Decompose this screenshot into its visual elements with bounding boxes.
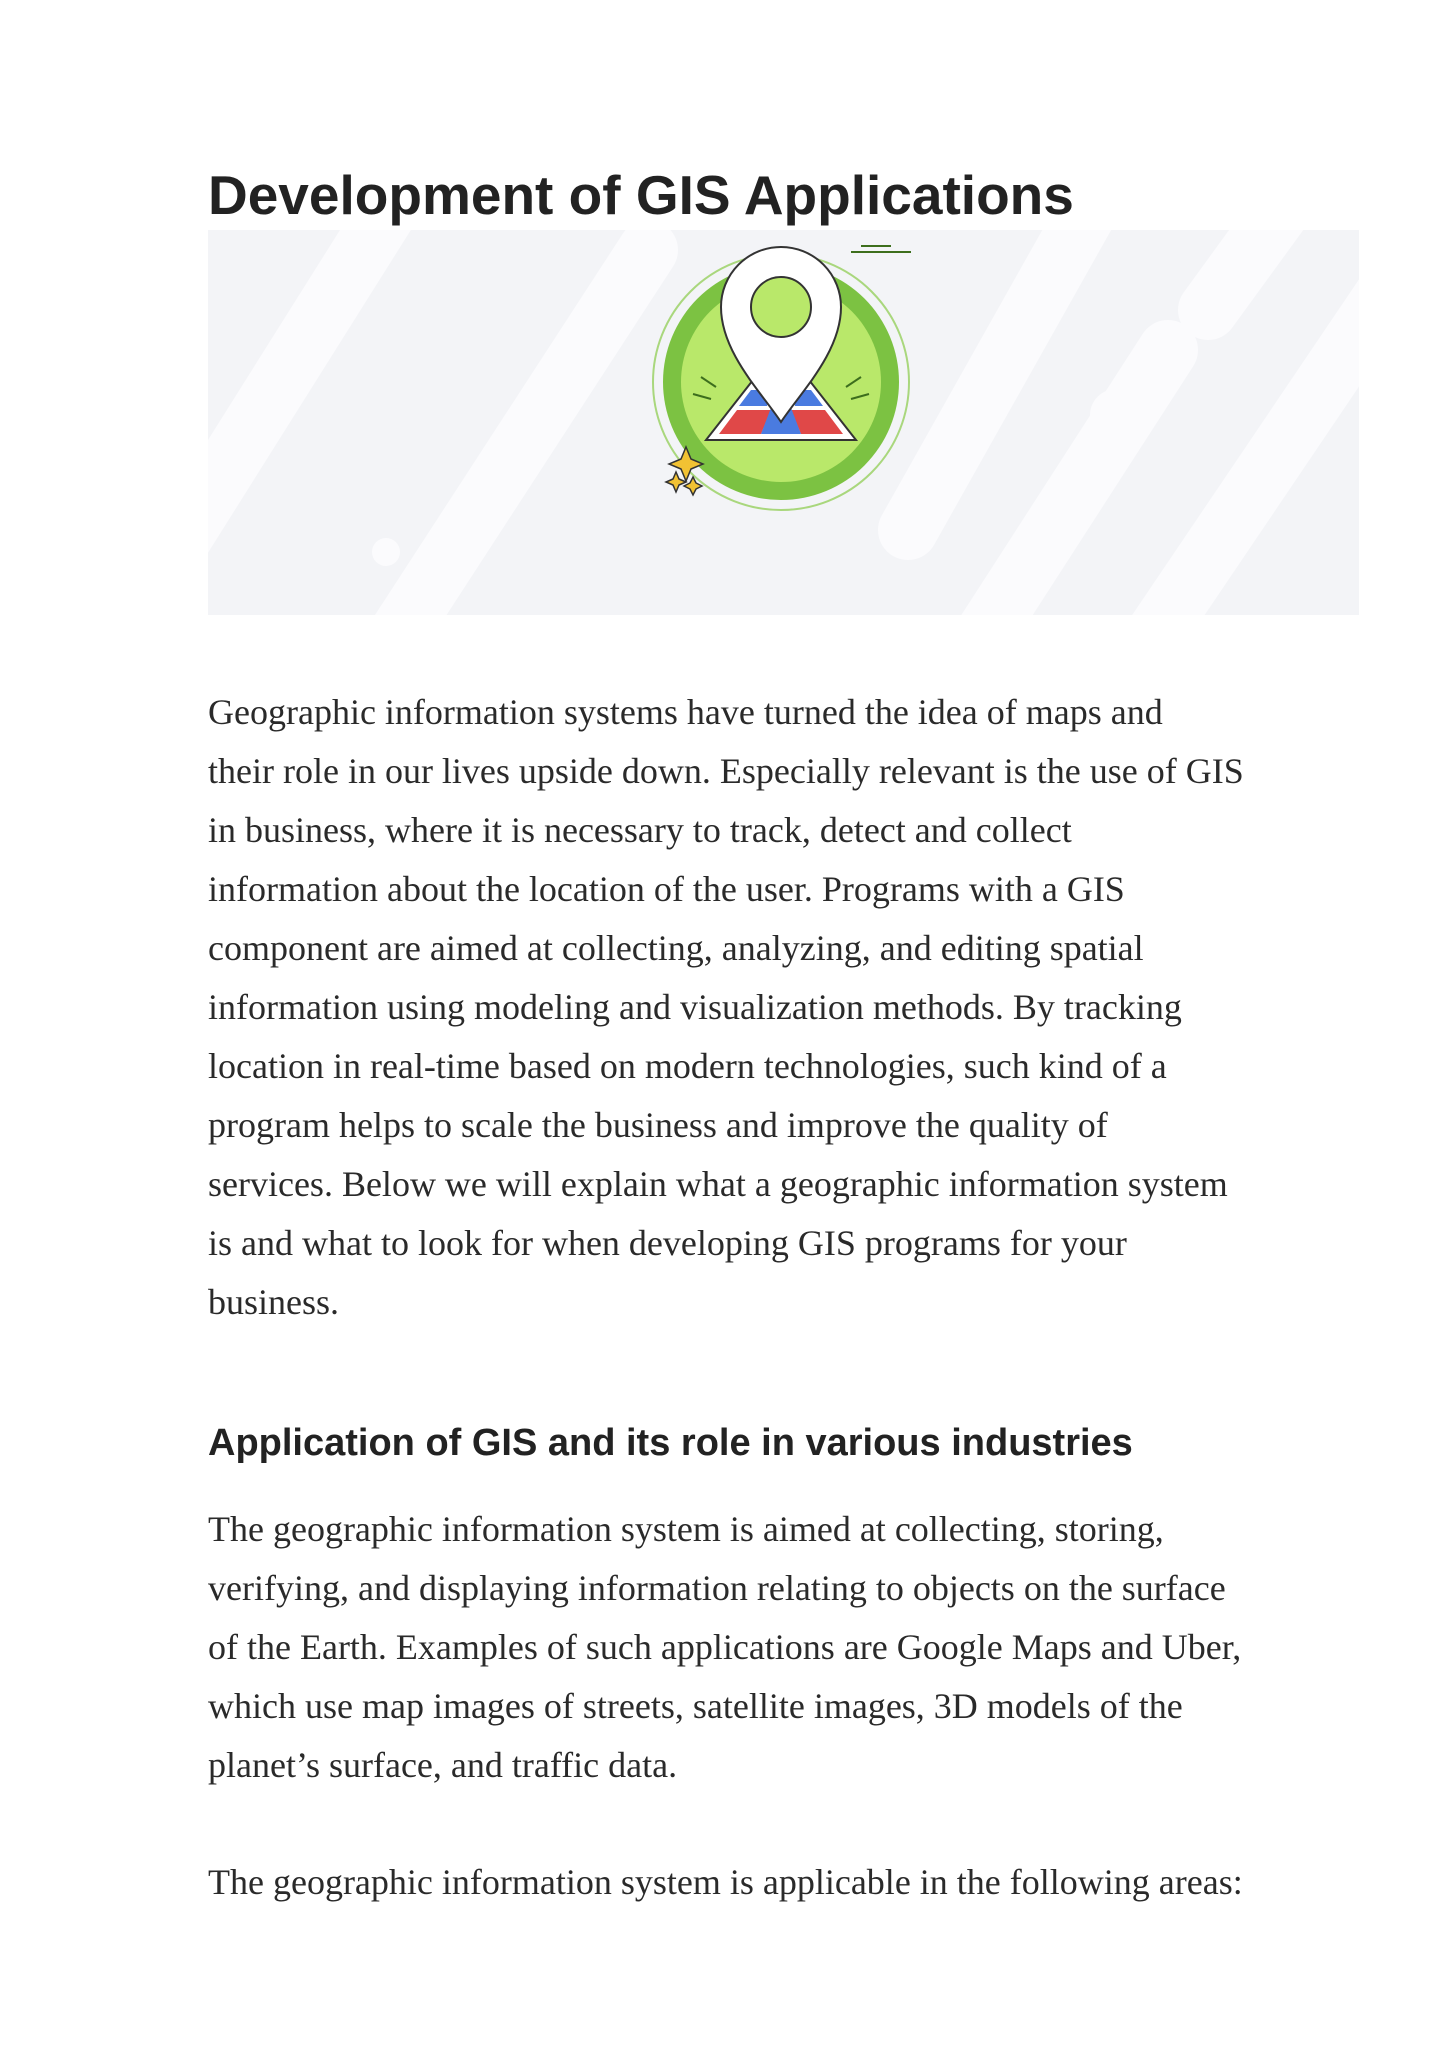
- text-line: planet’s surface, and traffic data.: [208, 1745, 678, 1785]
- text-line: which use map images of streets, satellite images, 3D models of the: [208, 1686, 1183, 1726]
- page-title: Development of GIS Applications: [208, 164, 1074, 226]
- text-line: their role in our lives upside down. Especially relevant is the use of GIS: [208, 751, 1244, 791]
- hero-illustration: [208, 230, 1359, 615]
- text-line: business.: [208, 1282, 340, 1322]
- text-line: component are aimed at collecting, analyzing, and editing spatial: [208, 928, 1144, 968]
- map-location-pin-icon: [208, 230, 1359, 615]
- text-line: services. Below we will explain what a geographic information system: [208, 1164, 1228, 1204]
- text-line: Geographic information systems have turned the idea of maps and: [208, 692, 1163, 732]
- text-line: verifying, and displaying information relating to objects on the surface: [208, 1568, 1226, 1608]
- text-line: information about the location of the user. Programs with a GIS: [208, 869, 1125, 909]
- text-line: The geographic information system is applicable in the following areas:: [208, 1862, 1243, 1902]
- text-line: of the Earth. Examples of such applications are Google Maps and Uber,: [208, 1627, 1242, 1667]
- intro-paragraph: [208, 683, 1244, 1332]
- text-line: program helps to scale the business and improve the quality of: [208, 1105, 1108, 1145]
- text-line: in business, where it is necessary to track, detect and collect: [208, 810, 1072, 850]
- section-paragraph: [208, 1500, 1241, 1795]
- text-line: The geographic information system is aimed at collecting, storing,: [208, 1509, 1164, 1549]
- text-line: information using modeling and visualization methods. By tracking: [208, 987, 1182, 1027]
- section-heading: Application of GIS and its role in various industries: [208, 1422, 1133, 1464]
- text-line: location in real-time based on modern technologies, such kind of a: [208, 1046, 1167, 1086]
- areas-intro-paragraph: [208, 1853, 1243, 1912]
- text-line: is and what to look for when developing GIS programs for your: [208, 1223, 1127, 1263]
